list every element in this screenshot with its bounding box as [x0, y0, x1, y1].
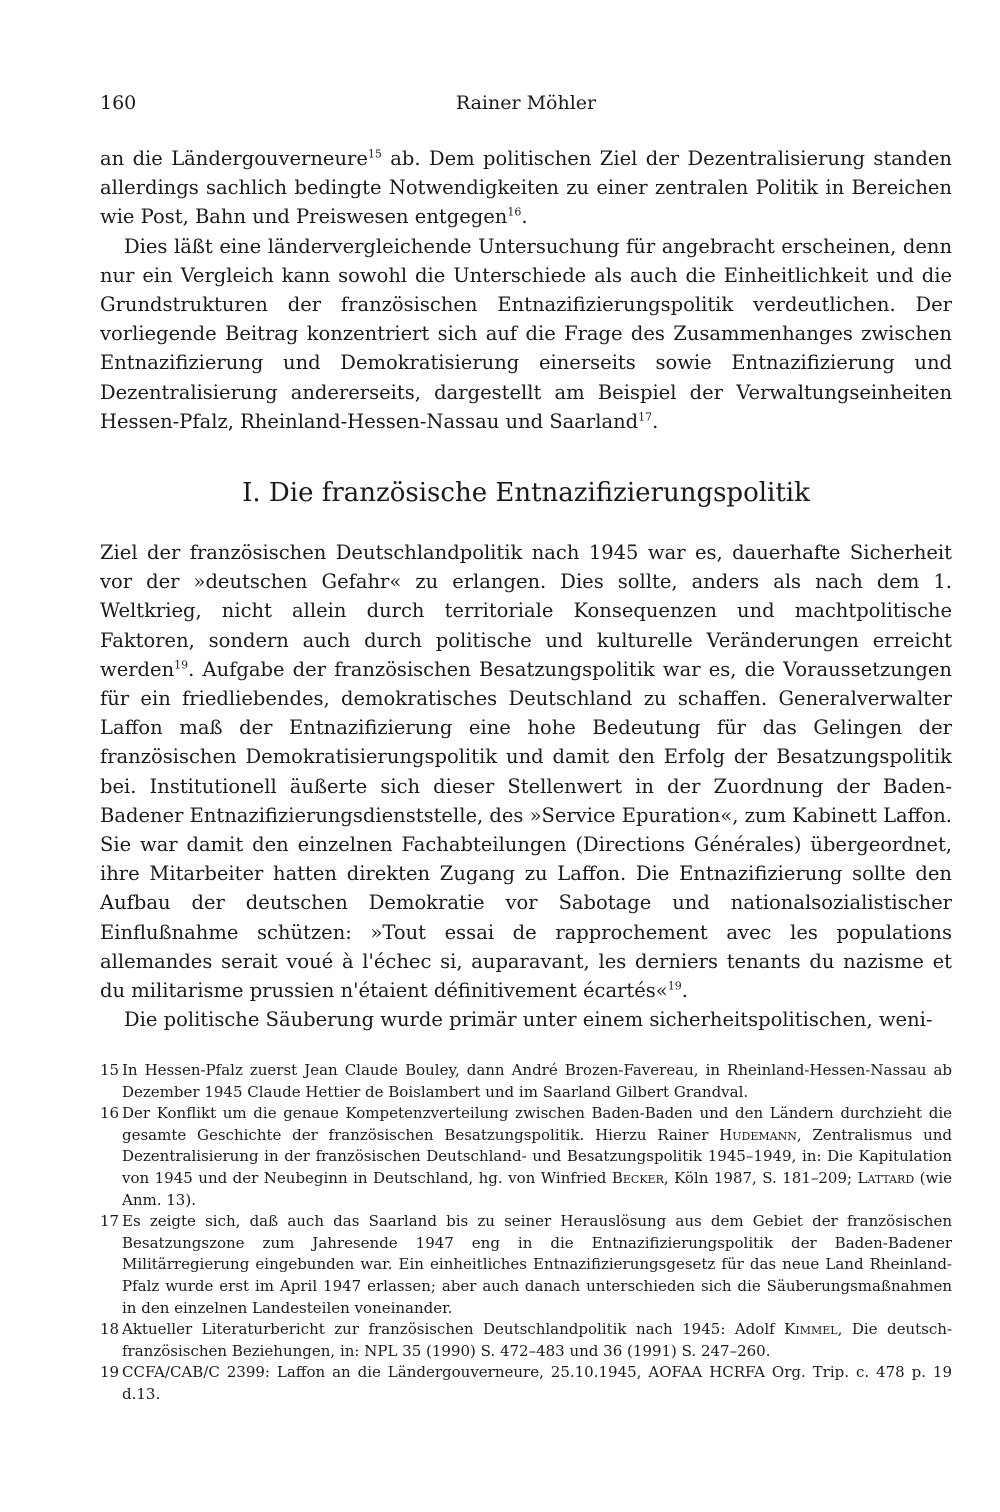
author-name: Becker [611, 1168, 664, 1187]
author-name: Hudemann [719, 1125, 797, 1144]
intro-text [100, 144, 952, 436]
body-paragraph: Die politische Säuberung wurde primär unter einem sicherheitspolitischen, weni- [124, 1008, 933, 1032]
text-run: (wie Anm. 13). [122, 1168, 952, 1209]
text-run: . [681, 979, 688, 1003]
footnote [100, 1319, 952, 1362]
text-run: an die Ländergouverneure [100, 147, 368, 170]
footnote-ref: 16 [507, 205, 522, 219]
page-header [100, 92, 952, 122]
text-run: ab. Dem politischen Ziel der Dezentralisierung standen allerdings sachlich bedingte Notwendigkeiten zu einer zentralen Politik in Bereichen wie Post, Bahn und Preiswesen entgegen [100, 147, 952, 229]
footnote-text [122, 1319, 952, 1362]
author-name: Kimmel [784, 1320, 838, 1339]
text-run: . Aufgabe der französischen Besatzungspolitik war es, die Voraussetzungen für ein friedliebendes, demokratisches Deutschland zu schaffen. Generalverwalter Laffon maß der Entnazifizierung eine hohe Bedeutung für das Gelingen der französischen Demokratisierungspolitik und damit den Erfolg der Besatzungspolitik bei. Institutionell äußerte sich dieser Stellenwert in der Zuordnung der Baden-Badener Entnazifizierungsdienststelle, des »Service Epuration«, zum Kabinett Laffon. Sie war damit den einzelnen Fachabteilungen (Directions Générales) übergeordnet, ihre Mitarbeiter hatten direkten Zugang zu Laffon. Die Entnazifizierung sollte den Aufbau der deutschen Demokratie vor Sabotage und nationalsozialistischer Einflußnahme schützen: »Tout essai de rapprochement avec les populations allemandes serait voué à l'échec si, auparavant, les derniers tenants du nazisme et du militarisme prussien n'étaient définitivement écartés« [100, 657, 952, 1003]
footnote-ref: 19 [174, 658, 189, 672]
text-run: , Zentralismus und Dezentralisierung in der französischen Deutschland- und Besatzungspolitik 1945–1949, in: Die Kapitulation von 1945 und der Neubeginn in Deutschland, hg. von Winfried [122, 1125, 952, 1187]
text-run: , Köln 1987, S. 181–209; [663, 1168, 858, 1187]
footnote-number: 16 [100, 1104, 120, 1123]
footnote-text: In Hessen-Pfalz zuerst Jean Claude Bouley, dann André Brozen-Favereau, in Rheinland-Hessen-Nassau ab Dezember 1945 Claude Hettier de Boislambert und im Saarland Gilbert Grandval. [122, 1061, 952, 1101]
footnotes [100, 1060, 952, 1406]
text-run: Aktueller Literaturbericht zur französischen Deutschlandpolitik nach 1945: Adolf [122, 1320, 785, 1339]
footnote [100, 1060, 952, 1103]
text-run: . [652, 409, 659, 433]
footnote [100, 1362, 952, 1405]
text-run: , Die deutsch-französischen Beziehungen, in: NPL 35 (1990) S. 472–483 und 36 (1991) S. 247–260. [122, 1320, 953, 1360]
text-run: . [521, 205, 528, 229]
text-run: Dies läßt eine ländervergleichende Untersuchung für angebracht erscheinen, denn nur ein Vergleich kann sowohl die Unterschiede als auch die Einheitlichkeit und die Grundstrukturen der französischen Entnazifizierungspolitik verdeutlichen. Der vorliegende Beitrag konzentriert sich auf die Frage des Zusammenhanges zwischen Entnazifizierung und Demokratisierung einerseits sowie Entnazifizierung und Dezentralisierung andererseits, dargestellt am Beispiel der Verwaltungseinheiten Hessen-Pfalz, Rheinland-Hessen-Nassau und Saarland [100, 234, 952, 433]
footnote-number: 17 [100, 1212, 120, 1231]
footnote [100, 1211, 952, 1319]
author-name: Lattard [857, 1168, 915, 1187]
page-number: 160 [100, 92, 137, 114]
footnote-number: 19 [100, 1363, 120, 1382]
body-paragraph [100, 144, 952, 232]
section-heading: I. Die französische Entnazifizierungspolitik [242, 478, 810, 508]
footnote-number: 18 [100, 1320, 120, 1339]
footnote-ref: 19 [667, 979, 682, 993]
footnote-ref: 17 [638, 410, 653, 424]
footnote-text [122, 1103, 952, 1211]
section-text [100, 538, 952, 1034]
footnote-text: CCFA/CAB/C 2399: Laffon an die Ländergouverneure, 25.10.1945, AOFAA HCRFA Org. Trip. c. 478 p. 19 d.13. [122, 1363, 952, 1403]
body-paragraph [100, 538, 952, 1005]
footnote-number: 15 [100, 1061, 120, 1079]
text-run: Der Konflikt um die genaue Kompetenzverteilung zwischen Baden-Baden und den Ländern durchzieht die gesamte Geschichte der französischen Besatzungspolitik. Hierzu Rainer [122, 1104, 952, 1144]
running-head-author: Rainer Möhler [455, 92, 597, 114]
footnote-text: Es zeigte sich, daß auch das Saarland bis zu seiner Herauslösung aus dem Gebiet der französischen Besatzungszone zum Jahresende 1947 eng in die Entnazifizierungspolitik der Baden-Badener Militärregierung eingebunden war. Ein einheitliches Entnazifizierungsgesetz für das neue Land Rheinland-Pfalz wurde erst im April 1947 erlassen; aber auch danach unterschieden sich die Säuberungsmaßnahmen in den einzelnen Landesteilen voneinander. [122, 1212, 952, 1317]
text-run: Ziel der französischen Deutschlandpolitik nach 1945 war es, dauerhafte Sicherheit vor der »deutschen Gefahr« zu erlangen. Dies sollte, anders als nach dem 1. Weltkrieg, nicht allein durch territoriale Konsequenzen und machtpolitische Faktoren, sondern auch durch politische und kulturelle Veränderungen erreicht werden [100, 541, 952, 681]
body-paragraph [100, 232, 952, 436]
footnote-ref: 15 [367, 147, 382, 161]
footnote [100, 1103, 952, 1211]
